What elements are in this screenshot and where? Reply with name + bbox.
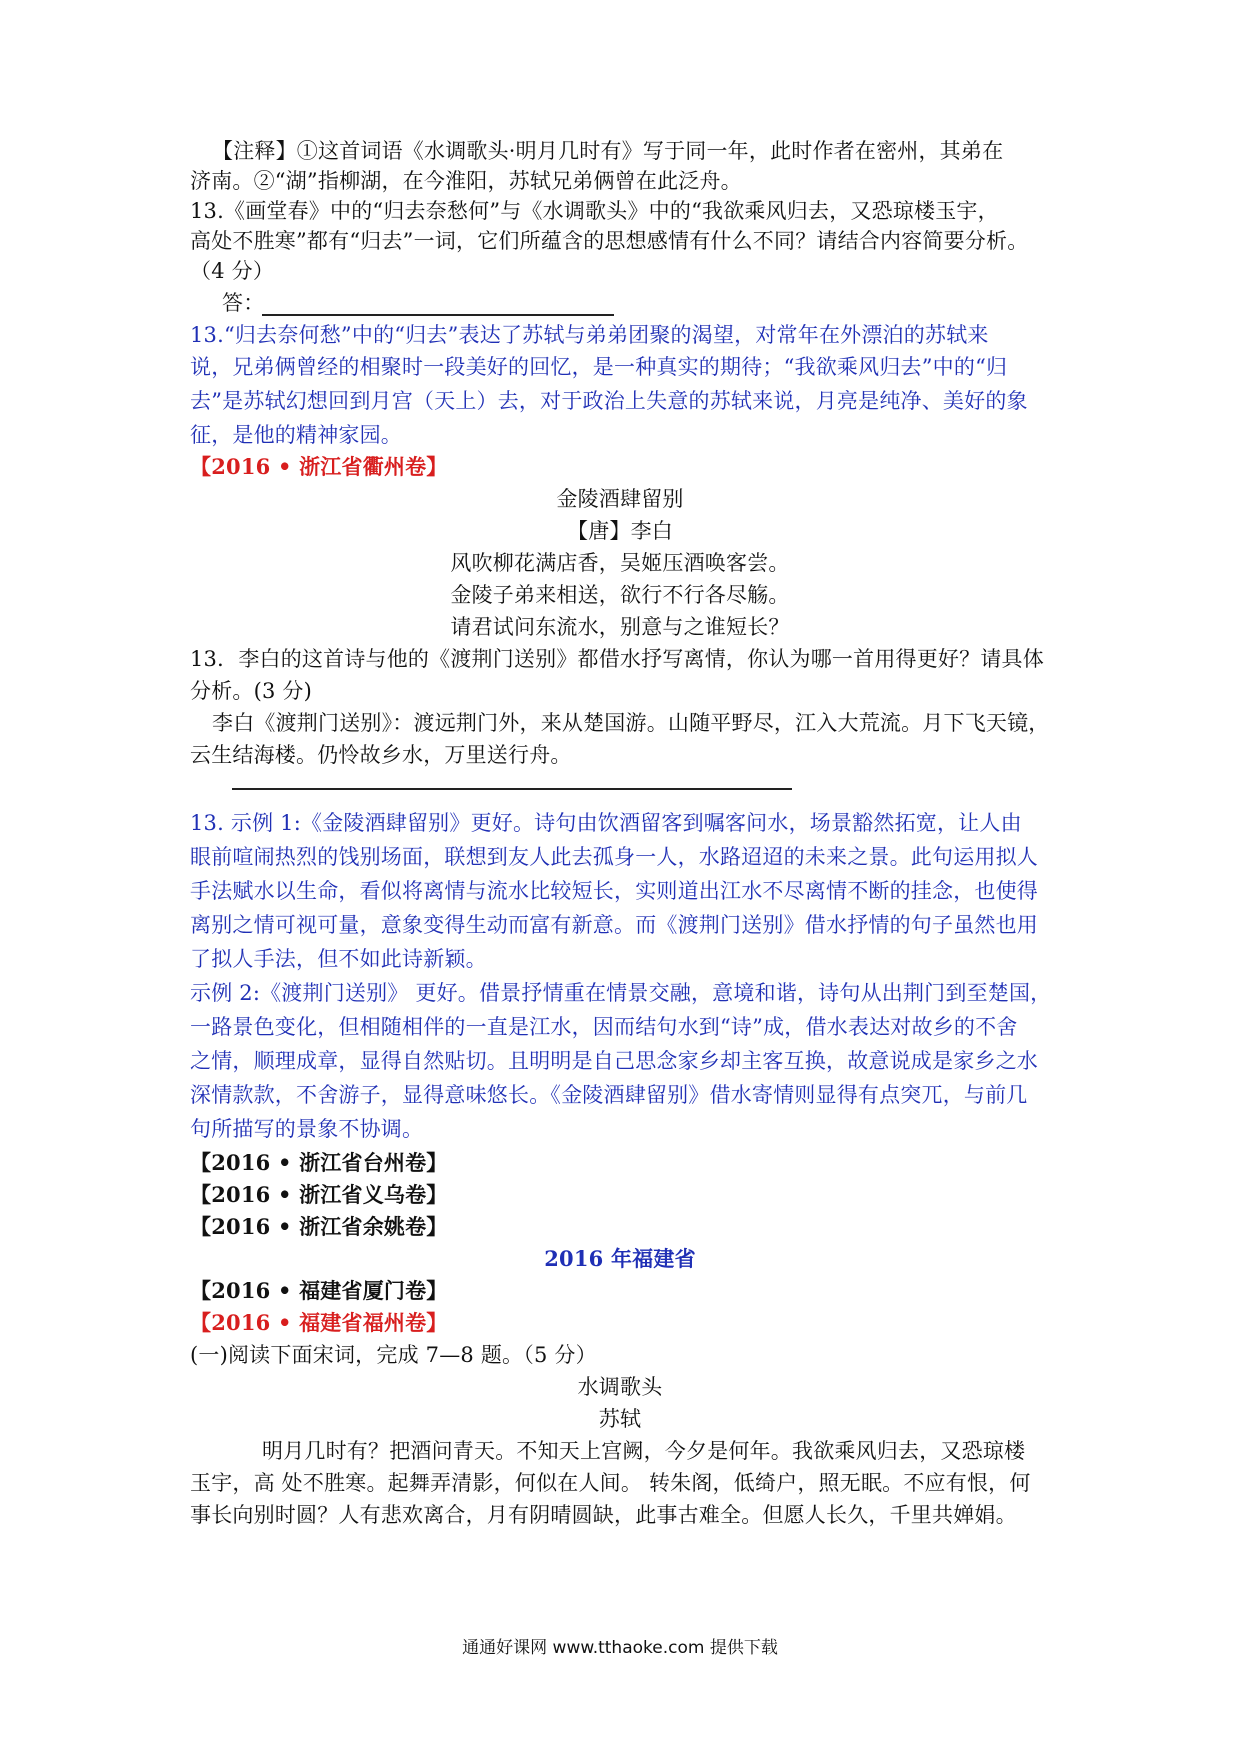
question-13b-line-2: 分析。(3 分) (190, 679, 313, 703)
poem1-author: 【唐】李白 (567, 519, 673, 543)
poem1-title: 金陵酒肆留别 (556, 487, 684, 511)
answer-13b-line-4: 离别之情可视可量，意象变得生动而富有新意。而《渡荆门送别》借水抒情的句子虽然也用 (190, 913, 1038, 937)
question-13b-line-1: 13．李白的这首诗与他的《渡荆门送别》都借水抒写离情，你认为哪一首用得更好？请具体 (190, 647, 1044, 671)
question-13a-score: （4 分） (190, 259, 275, 283)
answer-13b-line-10: 句所描写的景象不协调。 (190, 1117, 424, 1141)
answer-13b-line-8: 之情，顺理成章，显得自然贴切。且明明是自己思念家乡却主客互换，故意说成是家乡之水 (190, 1049, 1038, 1073)
answer-13b-line-1: 13. 示例 1:《金陵酒肆留别》更好。诗句由饮酒留客到嘱客问水，场景豁然拓宽，让人由 (190, 811, 1022, 835)
answer-13a-line-2: 说，兄弟俩曾经的相聚时一段美好的回忆，是一种真实的期待；“我欲乘风归去”中的“归 (190, 355, 1008, 379)
poem1-line-2: 金陵子弟来相送，欲行不行各尽觞。 (450, 583, 790, 607)
answer-13a-line-1: 13.“归去奈何愁”中的“归去”表达了苏轼与弟弟团聚的渴望，对常年在外漂泊的苏轼来 (190, 323, 989, 347)
answer-13b-line-7: 一路景色变化，但相随相伴的一直是江水，因而结句水到“诗”成，借水表达对故乡的不舍 (190, 1015, 1018, 1039)
answer-blank-line (262, 314, 614, 316)
answer-13b-line-5: 了拟人手法，但不如此诗新颖。 (190, 947, 487, 971)
answer-13b-line-3: 手法赋水以生命，看似将离情与流水比较短长，实则道出江水不尽离情不断的挂念，也使得 (190, 879, 1038, 903)
section-instruction: (一)阅读下面宋词，完成 7—8 题。（5 分） (190, 1343, 597, 1367)
answer-13a-line-4: 征，是他的精神家园。 (190, 423, 402, 447)
heading-yiwu: 【2016 • 浙江省义乌卷】 (190, 1182, 448, 1207)
note-line-1: 【注释】①这首词语《水调歌头·明月几时有》写于同一年，此时作者在密州，其弟在 (212, 139, 1004, 163)
question-13b-line-3: 李白《渡荆门送别》：渡远荆门外，来从楚国游。山随平野尽，江入大荒流。月下飞天镜， (212, 711, 1050, 735)
answer-13b-line-6: 示例 2:《渡荆门送别》 更好。借景抒情重在情景交融，意境和谐，诗句从出荆门到至楚国， (190, 981, 1052, 1005)
heading-xiamen: 【2016 • 福建省厦门卷】 (190, 1278, 448, 1303)
answer-13a-line-3: 去”是苏轼幻想回到月宫（天上）去，对于政治上失意的苏轼来说，月亮是纯净、美好的象 (190, 389, 1028, 413)
question-13a-line-1: 13.《画堂春》中的“归去奈愁何”与《水调歌头》中的“我欲乘风归去，又恐琼楼玉宇， (190, 199, 999, 223)
note-line-2: 济南。②“湖”指柳湖，在今淮阳，苏轼兄弟俩曾在此泛舟。 (190, 169, 742, 193)
answer-label: 答： (222, 291, 265, 315)
question-13a-line-2: 高处不胜寒”都有“归去”一词，它们所蕴含的思想感情有什么不同？请结合内容简要分析。 (190, 229, 1029, 253)
heading-fuzhou: 【2016 • 福建省福州卷】 (190, 1310, 448, 1335)
question-13b-line-4: 云生结海楼。仍怜故乡水，万里送行舟。 (190, 743, 572, 767)
heading-quzhou: 【2016 • 浙江省衢州卷】 (190, 454, 448, 479)
answer-13b-line-2: 眼前喧闹热烈的饯别场面，联想到友人此去孤身一人，水路迢迢的未来之景。此句运用拟人 (190, 845, 1038, 869)
poem2-line-2: 玉宇，高 处不胜寒。起舞弄清影，何似在人间。 转朱阁，低绮户，照无眠。不应有恨，何 (190, 1471, 1031, 1495)
poem1-line-3: 请君试问东流水，别意与之谁短长？ (450, 615, 790, 639)
heading-taizhou: 【2016 • 浙江省台州卷】 (190, 1150, 448, 1175)
heading-yuyao: 【2016 • 浙江省余姚卷】 (190, 1214, 448, 1239)
answer-blank-line-2 (232, 788, 792, 790)
poem2-author: 苏轼 (598, 1407, 642, 1431)
poem2-line-1: 明月几时有？把酒问青天。不知天上宫阙，今夕是何年。我欲乘风归去，又恐琼楼 (262, 1439, 1026, 1463)
answer-13b-line-9: 深情款款，不舍游子，显得意味悠长。《金陵酒肆留别》借水寄情则显得有点突兀，与前几 (190, 1083, 1028, 1107)
page-footer: 通通好课网 www.tthaoke.com 提供下载 (462, 1638, 778, 1658)
poem2-line-3: 事长向别时圆？人有悲欢离合，月有阴晴圆缺，此事古难全。但愿人长久，千里共婵娟。 (190, 1503, 1017, 1527)
heading-fujian: 2016 年福建省 (544, 1246, 696, 1271)
poem2-title: 水调歌头 (577, 1375, 663, 1399)
poem1-line-1: 风吹柳花满店香，吴姬压酒唤客尝。 (450, 551, 790, 575)
